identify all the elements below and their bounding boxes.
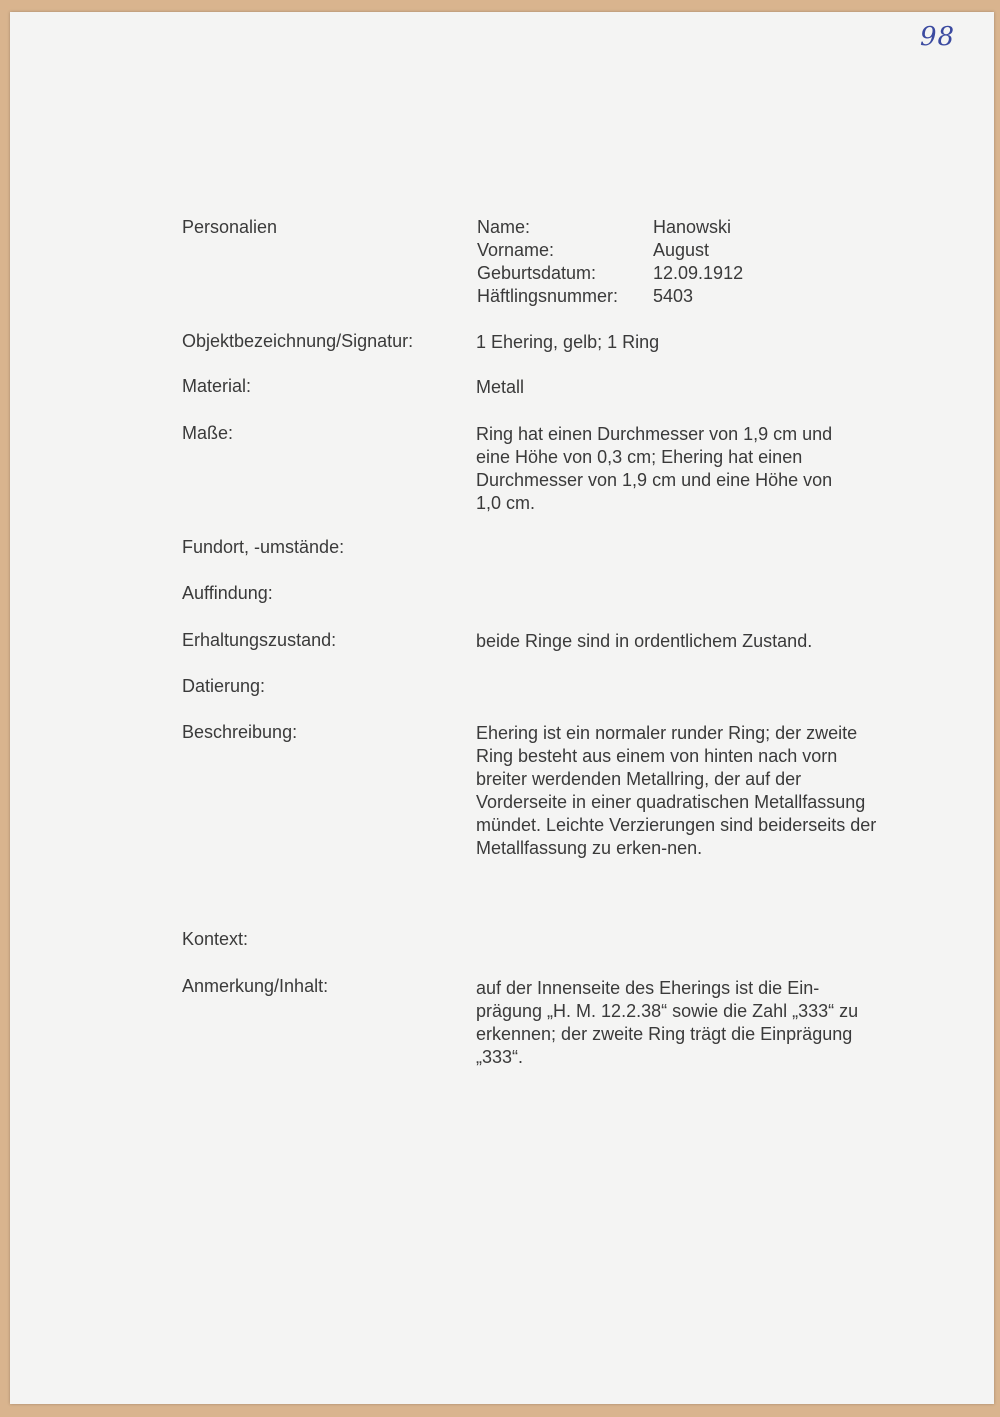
geburtsdatum-key: Geburtsdatum: — [477, 263, 597, 283]
anmerkung-label: Anmerkung/Inhalt: — [182, 976, 329, 996]
name-key: Name: — [477, 217, 531, 237]
name-value: Hanowski — [653, 217, 732, 237]
beschreibung-label: Beschreibung: — [182, 722, 298, 742]
haeftlingsnummer-value: 5403 — [653, 286, 694, 306]
person-row-vorname — [477, 239, 743, 262]
objekt-label: Objektbezeichnung/Signatur: — [182, 331, 414, 351]
erhaltung-value: beide Ringe sind in ordentlichem Zustand. — [476, 631, 813, 651]
objekt-value: 1 Ehering, gelb; 1 Ring — [476, 332, 660, 352]
vorname-key: Vorname: — [477, 240, 555, 260]
material-label: Material: — [182, 376, 252, 396]
haeftlingsnummer-key: Häftlingsnummer: — [477, 286, 619, 306]
erhaltung-label: Erhaltungszustand: — [182, 630, 337, 650]
vorname-value: August — [653, 240, 710, 260]
anmerkung-value: auf der Innenseite des Eherings ist die Ein-prägung „H. M. 12.2.38“ sowie die Zahl „333“ zu erkennen; der zweite Ring trägt die Einprägung „333“. — [476, 978, 859, 1067]
person-row-geburtsdatum — [477, 262, 743, 285]
beschreibung-value: Ehering ist ein normaler runder Ring; der zweite Ring besteht aus einem von hinten nach vorn breiter werdenden Metallring, der auf der Vorderseite in einer quadratischen Metallfassung mündet. Leichte Verzierungen sind beiderseits der Metallfassung zu erken-nen. — [476, 723, 877, 858]
material-value: Metall — [476, 377, 525, 397]
masse-value: Ring hat einen Durchmesser von 1,9 cm und eine Höhe von 0,3 cm; Ehering hat einen Durchmesser von 1,9 cm und eine Höhe von 1,0 cm. — [476, 424, 833, 513]
personalien-table — [477, 216, 743, 308]
personalien-label: Personalien — [182, 217, 278, 237]
person-row-name — [477, 216, 743, 239]
handwritten-page-number: 98 — [920, 22, 956, 52]
masse-label: Maße: — [182, 423, 234, 443]
geburtsdatum-value: 12.09.1912 — [653, 263, 744, 283]
person-row-haeftlingsnummer — [477, 285, 743, 308]
auffindung-label: Auffindung: — [182, 583, 273, 603]
kontext-label: Kontext: — [182, 929, 249, 949]
fundort-label: Fundort, -umstände: — [182, 537, 345, 557]
datierung-label: Datierung: — [182, 676, 266, 696]
